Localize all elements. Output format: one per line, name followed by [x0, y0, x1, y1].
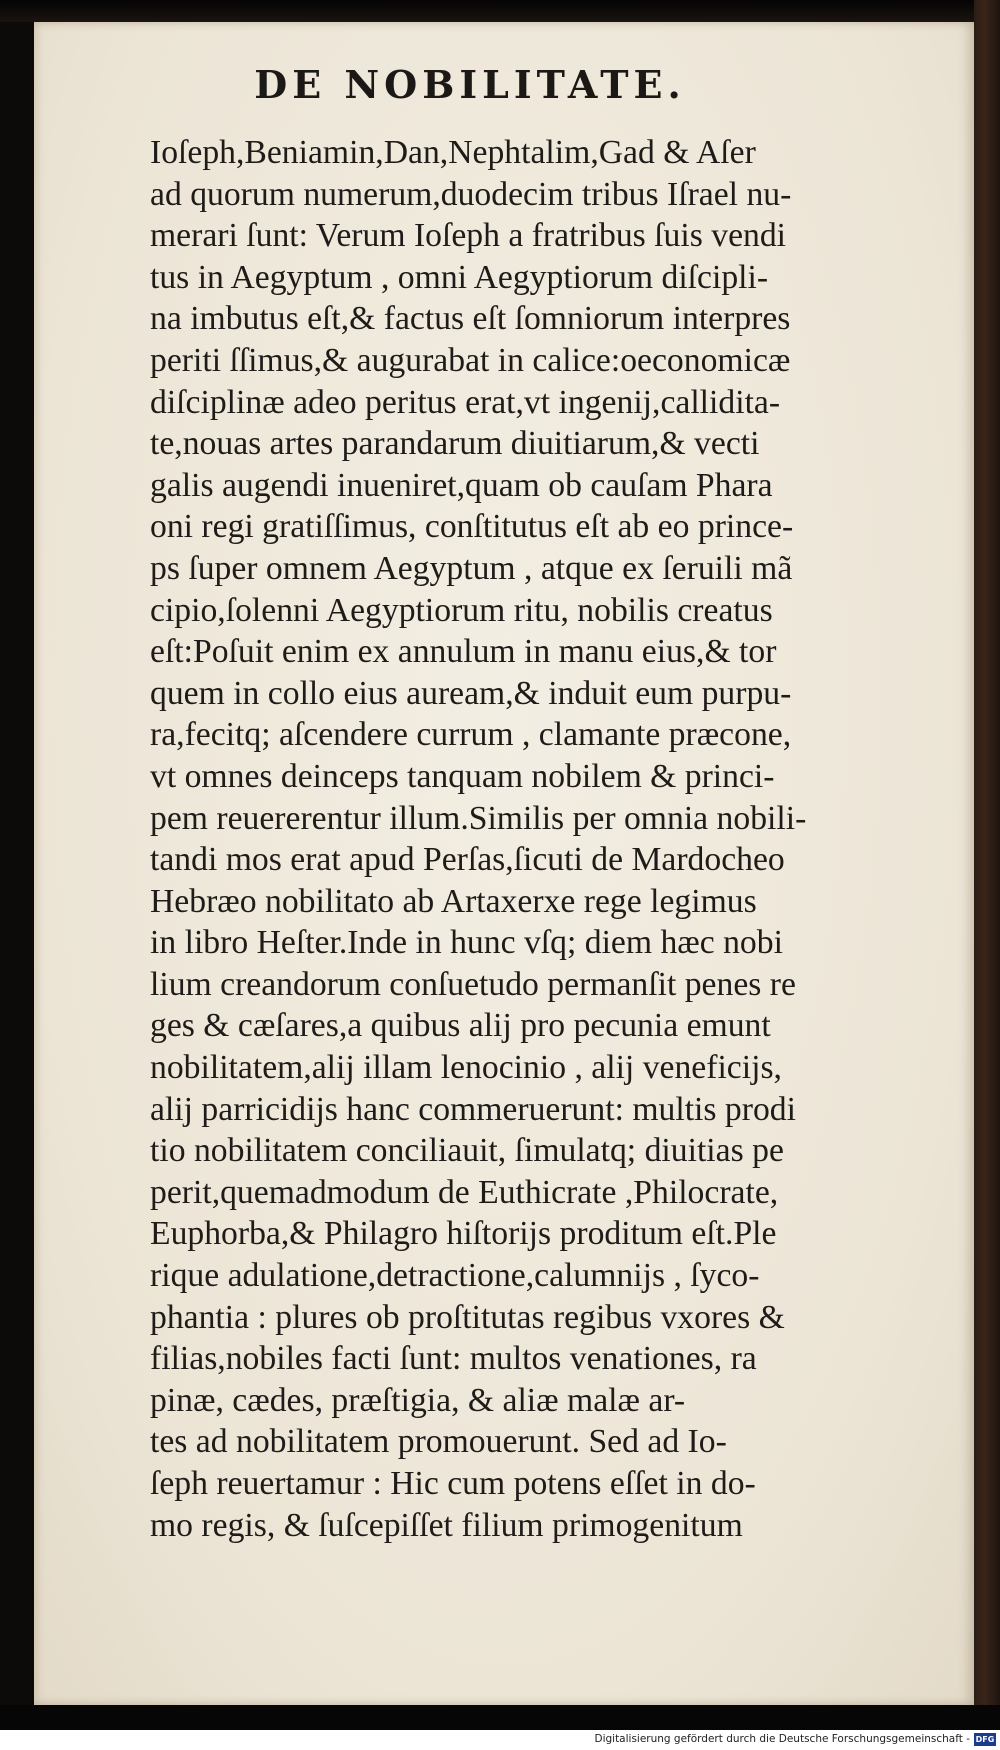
text-line: ges & cæſares,a quibus alij pro pecunia emunt [150, 1007, 771, 1045]
text-line: rique adulatione,detractione,calumnijs , ſyco- [150, 1257, 760, 1295]
text-line: lium creandorum conſuetudo permanſit penes re [150, 965, 796, 1003]
text-line: ps ſuper omnem Aegyptum , atque ex ſeruili mã [150, 549, 793, 587]
text-line: nobilitatem,alij illam lenocinio , alij veneficijs, [150, 1049, 782, 1087]
text-line: Ioſeph,Beniamin,Dan,Nephtalim,Gad & Aſer [150, 134, 756, 171]
page-text-block [150, 132, 958, 1546]
text-line: tandi mos erat apud Perſas,ſicuti de Mardocheo [150, 841, 785, 879]
text-line: alij parricidijs hanc commeruerunt: multis prodi [150, 1090, 796, 1128]
text-line: periti ſſimus,& augurabat in calice:oeconomicæ [150, 341, 791, 379]
funding-credit: Digitalisierung gefördert durch die Deutsche Forschungsgemeinschaft - [594, 1733, 970, 1745]
text-line: quem in collo eius auream,& induit eum purpu- [150, 674, 792, 712]
text-line: filias,nobiles facti ſunt: multos venationes, ra [150, 1340, 757, 1378]
text-line: in libro Heſter.Inde in hunc vſq; diem hæc nobi [150, 924, 783, 962]
text-line: Hebræo nobilitato ab Artaxerxe rege legimus [150, 882, 757, 920]
scan-bottom-edge [0, 1705, 1000, 1730]
text-line: pinæ, cædes, præſtigia, & aliæ malæ ar- [150, 1381, 686, 1419]
text-line: ſeph reuertamur : Hic cum potens eſſet in do- [150, 1465, 756, 1502]
running-head: DE NOBILITATE. [254, 62, 686, 107]
dfg-logo: DFG [975, 1735, 995, 1744]
text-line: mo regis, & ſuſcepiſſet filium primogenitum [150, 1506, 743, 1544]
text-line: eſt:Poſuit enim ex annulum in manu eius,& tor [150, 633, 777, 671]
text-line: ra,fecitq; aſcendere currum , clamante præcone, [150, 716, 792, 754]
scan-top-edge [0, 0, 1000, 22]
text-line: perit,quemadmodum de Euthicrate ,Philocrate, [150, 1173, 779, 1211]
text-line: Euphorba,& Philagro hiſtorijs proditum eſt.Ple [150, 1215, 777, 1253]
text-line: cipio,ſolenni Aegyptiorum ritu, nobilis creatus [150, 591, 773, 629]
text-line: galis augendi inueniret,quam ob cauſam Phara [150, 466, 773, 504]
text-line: tus in Aegyptum , omni Aegyptiorum diſcipli- [150, 258, 769, 296]
text-line: tes ad nobilitatem promouerunt. Sed ad Io- [150, 1423, 727, 1461]
text-line: pem reuererentur illum.Similis per omnia nobili- [150, 799, 807, 837]
text-line: na imbutus eſt,& factus eſt ſomniorum interpres [150, 300, 791, 338]
text-line: diſciplinæ adeo peritus erat,vt ingenij,callidita- [150, 383, 781, 421]
text-line: te,nouas artes parandarum diuitiarum,& vecti [150, 425, 760, 463]
digitization-footer [0, 1730, 1000, 1750]
book-binding-edge [974, 0, 1000, 1705]
text-line: vt omnes deinceps tanquam nobilem & princi- [150, 757, 775, 795]
text-line: phantia : plures ob proſtitutas regibus vxores & [150, 1298, 785, 1336]
text-line: merari ſunt: Verum Ioſeph a fratribus ſuis vendi [150, 217, 787, 255]
text-line: ad quorum numerum,duodecim tribus Iſrael nu- [150, 175, 792, 213]
text-line: tio nobilitatem conciliauit, ſimulatq; diuitias pe [150, 1132, 784, 1170]
text-line: oni regi gratiſſimus, conſtitutus eſt ab eo prince- [150, 508, 794, 546]
